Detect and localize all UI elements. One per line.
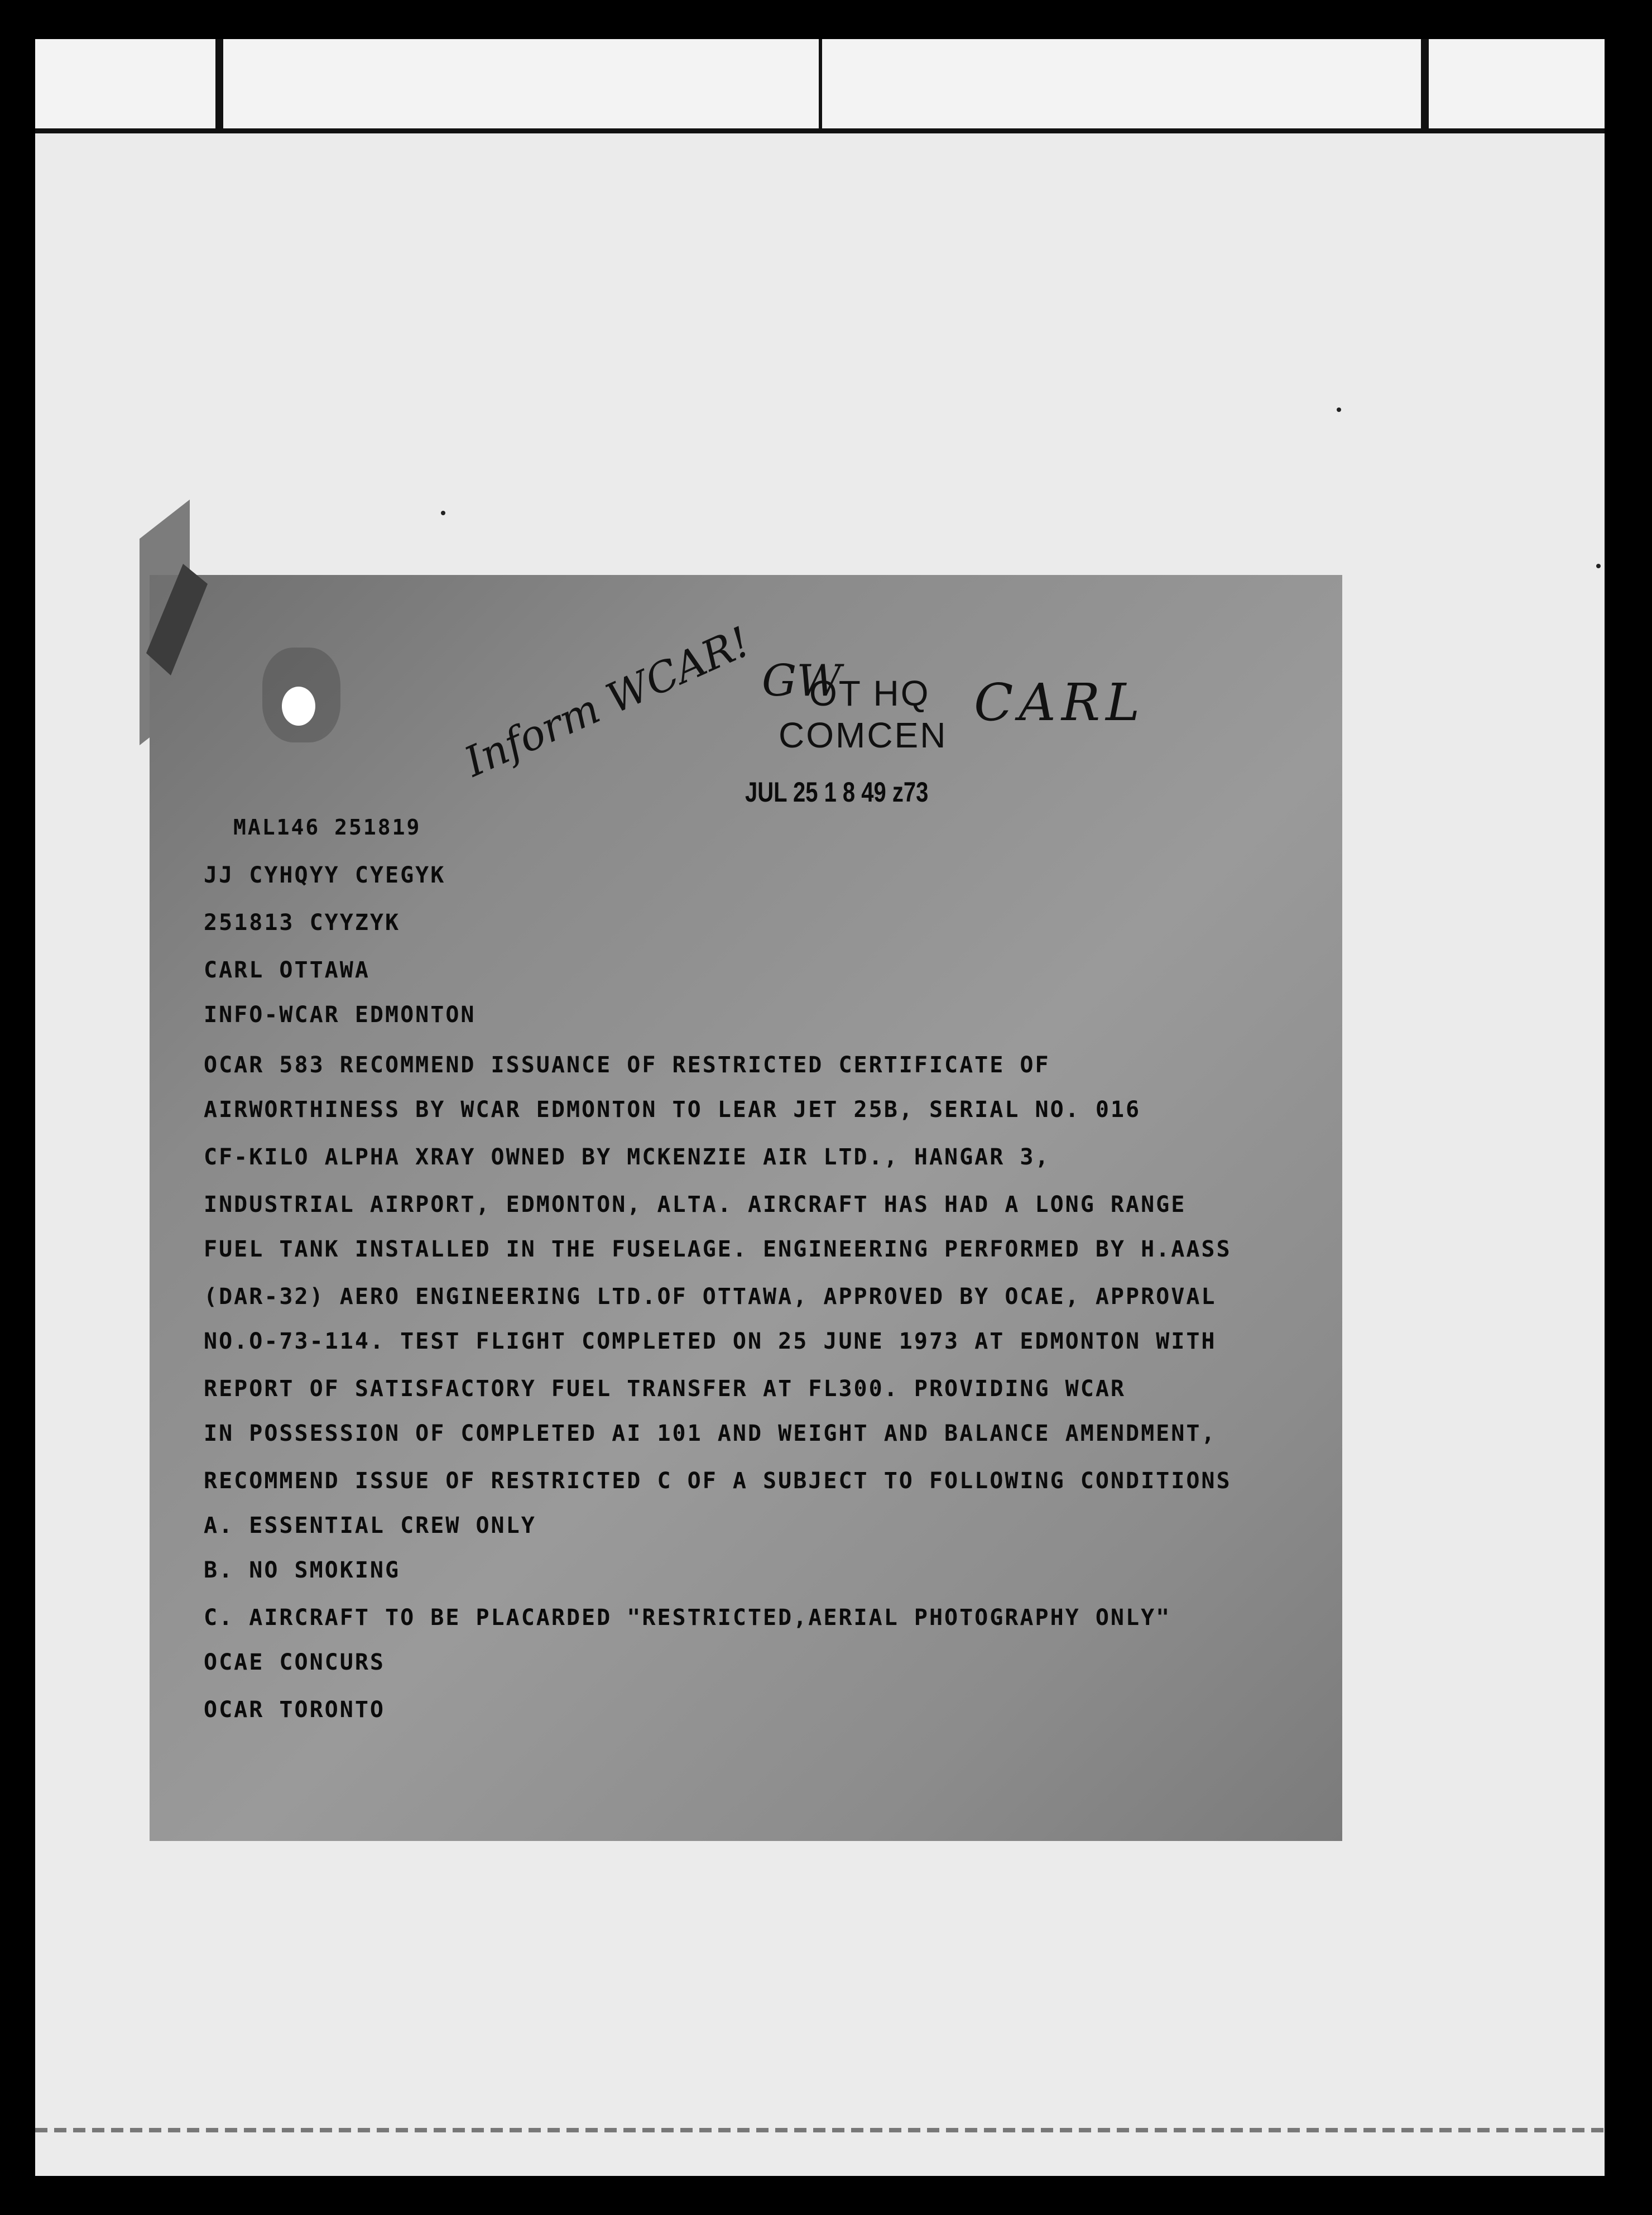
telegram-line: REPORT OF SATISFACTORY FUEL TRANSFER AT FL300. PROVIDING WCAR [204,1376,1126,1402]
handwritten-initials: GW [762,656,842,706]
telegram-line: AIRWORTHINESS BY WCAR EDMONTON TO LEAR JET 25B, SERIAL NO. 016 [204,1097,1141,1123]
stamp-line-2: COMCEN [779,715,948,755]
telegram-line: OCAR TORONTO [204,1697,385,1723]
telegram-line: (DAR-32) AERO ENGINEERING LTD.OF OTTAWA, APPROVED BY OCAE, APPROVAL [204,1284,1217,1310]
telegram-line: INDUSTRIAL AIRPORT, EDMONTON, ALTA. AIRCRAFT HAS HAD A LONG RANGE [204,1192,1187,1217]
telegram-line: CF-KILO ALPHA XRAY OWNED BY MCKENZIE AIR LTD., HANGAR 3, [204,1144,1050,1170]
telegram-line: FUEL TANK INSTALLED IN THE FUSELAGE. ENGINEERING PERFORMED BY H.AASS [204,1236,1232,1262]
bottom-edge-rule [35,2128,1605,2132]
film-speck [441,511,445,515]
telegram-line: IN POSSESSION OF COMPLETED AI 101 AND WEIGHT AND BALANCE AMENDMENT, [204,1421,1217,1446]
telegram-line: CARL OTTAWA [204,957,370,983]
telegram-line: OCAR 583 RECOMMEND ISSUANCE OF RESTRICTED CERTIFICATE OF [204,1052,1050,1078]
stamp-line-1: OT HQ [809,673,930,713]
punch-hole [282,687,315,726]
handwritten-note: Inform WCAR! [458,617,757,787]
telegram-line: INFO-WCAR EDMONTON [204,1002,476,1028]
telegram-line: C. AIRCRAFT TO BE PLACARDED "RESTRICTED,AERIAL PHOTOGRAPHY ONLY" [204,1605,1171,1631]
telegram-line: A. ESSENTIAL CREW ONLY [204,1513,536,1538]
handwritten-routing: CARL [974,673,1146,732]
telegram-line: RECOMMEND ISSUE OF RESTRICTED C OF A SUBJECT TO FOLLOWING CONDITIONS [204,1468,1232,1494]
header-divider-right [1421,39,1429,128]
telegram-line: JJ CYHQYY CYEGYK [204,862,446,888]
film-speck [1596,564,1601,568]
film-speck [1337,407,1341,412]
header-divider-left [215,39,223,128]
stamp-date: JUL 25 1 8 49 z73 [745,776,929,808]
telegram-line: OCAE CONCURS [204,1650,385,1675]
telegram-line: 251813 CYYZYK [204,910,401,936]
telegram-line: B. NO SMOKING [204,1557,401,1583]
header-divider-center [819,39,822,128]
telegram-line: MAL146 251819 [233,815,421,840]
telegram-line: NO.O-73-114. TEST FLIGHT COMPLETED ON 25 JUNE 1973 AT EDMONTON WITH [204,1329,1217,1354]
